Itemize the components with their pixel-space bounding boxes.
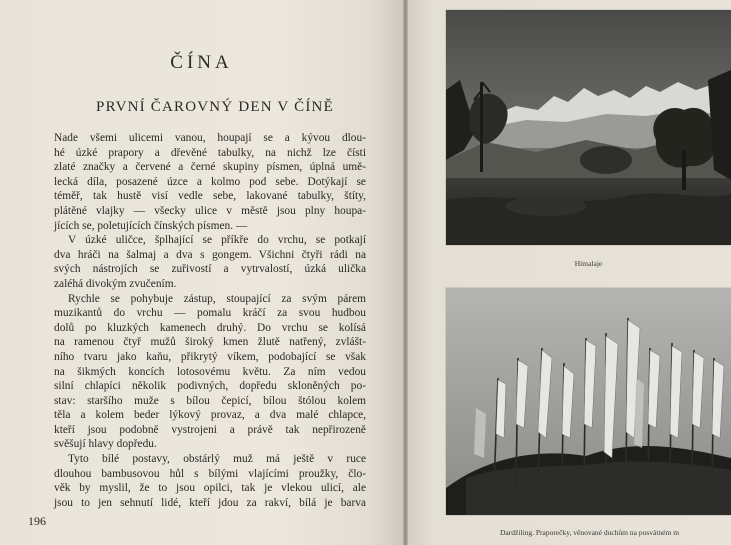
caption-himalaya: Himalaje — [574, 259, 603, 268]
text-line: Rychle se pohybuje zástup, stoupající za svým párem — [68, 292, 366, 305]
chapter-title: ČÍNA — [170, 52, 233, 73]
text-line: jících se, poletujících čínských písmen. — — [54, 219, 248, 232]
text-line: ního tvaru jako kaňu, přikrytý víkem, podobající se však — [54, 350, 366, 363]
photo-prayer-flags — [446, 288, 731, 515]
section-title: PRVNÍ ČAROVNÝ DEN V ČÍNĚ — [96, 99, 334, 115]
text-line: dolů po kluzkých kamenech druhý. Do vrchu se kolísá — [54, 321, 366, 334]
text-line: na šikmých koncích lotosovému květu. Za ním vedou — [54, 365, 366, 378]
body-text — [54, 131, 366, 510]
text-line: muzikantů do vrchu — pomalu kráčí za svou hudbou — [54, 307, 366, 320]
text-line: svých nástrojích se zuřivostí a vytrvalostí, úzká ulička — [54, 263, 366, 276]
text-line: svěšují hlavy dopředu. — [54, 438, 157, 451]
text-line: lecká díla, posazené úzce a kolmo pod sebe. Dotýkají se — [54, 175, 366, 188]
text-line: jsou to jen sehnutí lidé, kteří jdou za rakví, bílá je barva — [54, 496, 366, 509]
photo-himalaya — [446, 10, 731, 245]
text-line: Tyto bílé postavy, obstárlý muž má ještě v ruce — [68, 453, 366, 466]
caption-prayer-flags: Dardžiling. Praporečky, věnované duchům na posvátném m — [500, 528, 680, 537]
text-line: dlouhou bambusovou hůl s bílými vlajícími proužky, člo- — [54, 467, 366, 480]
text-line: zaléhá divokým zvučením. — [54, 277, 177, 290]
text-line: hé úzké prapory a dřevěné tabulky, na nichž lze čísti — [54, 146, 366, 159]
text-line: Nade všemi ulicemi vanou, houpají se a kývou dlou- — [54, 132, 366, 144]
text-line: V úzké uličce, šplhající se příkře do vrchu, se potkají — [68, 234, 366, 247]
text-line: stav: staršího muže s bílou čepicí, bílou štólou kolem — [54, 394, 366, 407]
text-line: dva hráči na šalmaj a dva s gongem. Všichni čtyři rádi na — [54, 248, 366, 261]
text-line: těla a kolem beder lýkový provaz, a dva malé chlapce, — [54, 409, 366, 422]
text-line: silní chlapíci několik podivných, dopředu skloněných po- — [54, 380, 366, 393]
page-number: 196 — [28, 514, 46, 528]
text-line: plátěné vlajky — všecky ulice v městě jsou plny houpa- — [54, 204, 366, 217]
text-line: na ramenou čtyř mužů široký kmen žlutě natřený, zvlášt- — [54, 336, 366, 349]
text-line: věk by myslil, že to jsou opilci, tak je vlekou ulicí, ale — [54, 482, 366, 495]
text-line: zlaté značky a červené a černé skupiny písmen, úplná umě- — [54, 161, 366, 174]
text-line: kteří jsou podobně vystrojeni a právě tak nepřirozeně — [54, 423, 366, 436]
text-line: téměř, tak hustě visí vedle sebe, lakované tabulky, štíty, — [54, 190, 366, 203]
